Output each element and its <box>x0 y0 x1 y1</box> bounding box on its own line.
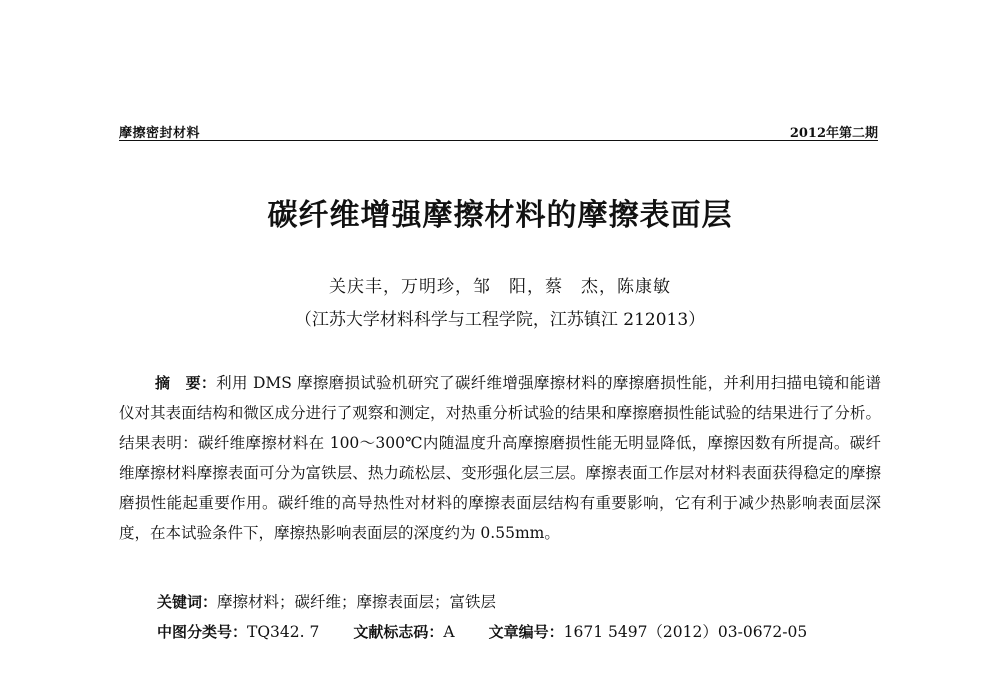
doc-code-value: A <box>443 623 455 641</box>
keywords-text: 摩擦材料；碳纤维；摩擦表面层；富铁层 <box>217 593 497 611</box>
abstract-label: 摘 要： <box>155 374 217 392</box>
author-list: 关庆丰，万明珍，邹 阳，蔡 杰，陈康敏 <box>329 277 671 297</box>
abstract <box>119 368 881 548</box>
clc-value: TQ342. 7 <box>247 623 320 641</box>
abstract-text: 利用 DMS 摩擦磨损试验机研究了碳纤维增强摩擦材料的摩擦磨损性能，并利用扫描电镜和能谱仪对其表面结构和微区成分进行了观察和测定，对热重分析试验的结果和摩擦磨损性能试验的结果进行了分析。结果表明：碳纤维摩擦材料在 100～300℃内随温度升高摩擦磨损性能无明显降低，摩擦因数有所提高。碳纤维摩擦材料摩擦表面可分为富铁层、热力疏松层、变形强化层三层。摩擦表面工作层对材料表面获得稳定的摩擦磨损性能起重要作用。碳纤维的高导热性对材料的摩擦表面层结构有重要影响，它有利于减少热影响表面层深度，在本试验条件下，摩擦热影响表面层的深度约为 0.55mm。 <box>119 374 881 542</box>
clc-label: 中图分类号： <box>157 623 248 641</box>
affiliation: （江苏大学材料科学与工程学院，江苏镇江 212013） <box>294 310 706 330</box>
doc-code-label: 文献标志码： <box>353 623 444 641</box>
classification-line <box>157 620 807 642</box>
paper-title: 碳纤维增强摩擦材料的摩擦表面层 <box>267 198 733 233</box>
journal-name: 摩擦密封材料 <box>119 126 201 141</box>
article-number-label: 文章编号： <box>488 623 564 641</box>
keywords-label: 关键词： <box>157 593 218 611</box>
article-number-value: 1671 5497（2012）03-0672-05 <box>563 623 808 641</box>
issue-label: 2012年第二期 <box>789 126 878 141</box>
running-header <box>119 120 878 141</box>
keywords <box>157 590 496 612</box>
